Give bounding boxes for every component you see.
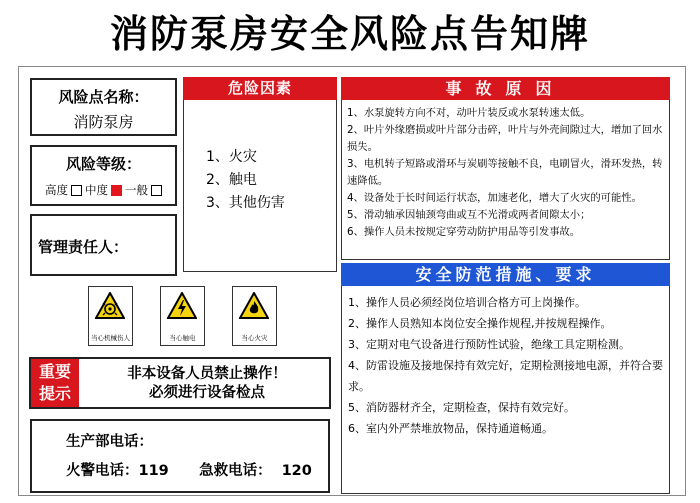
safety-item: 2、操作人员熟知本岗位安全操作规程,并按规程操作。 [348, 317, 612, 330]
manager-label: 管理责任人： [38, 238, 129, 256]
cause-item: 6、操作人员未按规定穿劳动防护用品等引发事故。 [347, 226, 581, 238]
cause-item: 4、设备处于长时间运行状态，加速老化，增大了火灾的可能性。 [347, 192, 642, 204]
department-phone-label: 生产部电话： [66, 434, 153, 450]
machine-injury-icon [95, 292, 125, 319]
cause-item: 1、水泵旋转方向不对，动叶片装反或水泵转速太低。 [347, 107, 591, 119]
risk-point-panel [30, 78, 177, 136]
hazard-factors-header: 危险因素 [183, 77, 337, 100]
notice-message [87, 365, 327, 403]
risk-point-value: 消防泵房 [73, 113, 134, 131]
risk-level-medium-checkbox [111, 185, 122, 196]
risk-level-general-text: 一般 [125, 183, 148, 197]
safety-item: 3、定期对电气设备进行预防性试验，绝缘工具定期检测。 [348, 338, 630, 351]
risk-level-high-checkbox [71, 185, 82, 196]
risk-level-label: 风险等级： [65, 155, 141, 173]
warning-sign-fire [232, 286, 277, 346]
safety-item: 5、消防器材齐全，定期检查，保持有效完好。 [348, 401, 575, 414]
important-notice-tag [31, 359, 79, 407]
risk-point-label: 风险点名称： [58, 88, 149, 106]
fire-icon [239, 292, 269, 319]
phone-panel [30, 419, 330, 493]
important-notice [29, 357, 331, 409]
notice-tag-line2: 提示 [38, 384, 71, 403]
risk-level-high-text: 高度 [45, 183, 68, 197]
cause-item: 5、滑动轴承因轴颈弯曲或互不光滑或两者间隙太小； [347, 209, 591, 221]
page-title: 消防泵房安全风险点告知牌 [109, 12, 590, 56]
hazard-list [206, 146, 336, 215]
cause-item: 3、电机转子短路或滑环与炭刷等接触不良，电刷冒火，滑环发热，转速降低。 [347, 158, 663, 187]
electric-shock-icon [167, 292, 197, 319]
risk-level-general-checkbox [151, 185, 162, 196]
manager-panel [30, 214, 177, 276]
fire-phone-label: 火警电话： [66, 463, 139, 479]
notice-tag-line1: 重要 [38, 362, 71, 381]
ambulance-phone-number: 120 [281, 463, 312, 479]
accident-causes-header: 事故原因 [341, 77, 670, 100]
warning-signs [88, 286, 288, 348]
warning-sign-electric-caption: 当心触电 [169, 334, 196, 342]
ambulance-phone-label: 急救电话： [199, 463, 272, 479]
safety-item: 6、室内外严禁堆放物品，保持通道畅通。 [348, 422, 553, 435]
safety-measures-header: 安全防范措施、要求 [341, 263, 670, 286]
warning-sign-fire-caption: 当心火灾 [241, 334, 268, 342]
risk-level-medium-text: 中度 [85, 183, 108, 197]
fire-phone-number: 119 [138, 463, 169, 479]
hazard-item: 3、其他伤害 [206, 195, 285, 211]
warning-sign-machine-caption: 当心机械伤人 [91, 334, 130, 342]
cause-item: 2、叶片外缘磨损或叶片部分击碎，叶片与外壳间隙过大，增加了回水损失。 [347, 124, 663, 153]
warning-sign-machine [88, 286, 133, 346]
notice-line2: 必须进行设备检点 [149, 385, 265, 401]
notice-line1: 非本设备人员禁止操作！ [127, 366, 287, 382]
hazard-factors-panel [183, 100, 337, 272]
risk-level-panel [30, 145, 177, 206]
risk-level-options [32, 182, 175, 198]
hazard-item: 1、火灾 [206, 149, 257, 165]
accident-causes-panel [341, 100, 670, 260]
safety-item: 1、操作人员必须经岗位培训合格方可上岗操作。 [348, 296, 586, 309]
hazard-item: 2、触电 [206, 172, 257, 188]
warning-sign-electric [160, 286, 205, 346]
safety-measures-panel [341, 286, 670, 494]
safety-item: 4、防雷设施及接地保持有效完好，定期检测接地电源，并符合要求。 [348, 359, 663, 393]
emergency-phones [66, 459, 328, 480]
